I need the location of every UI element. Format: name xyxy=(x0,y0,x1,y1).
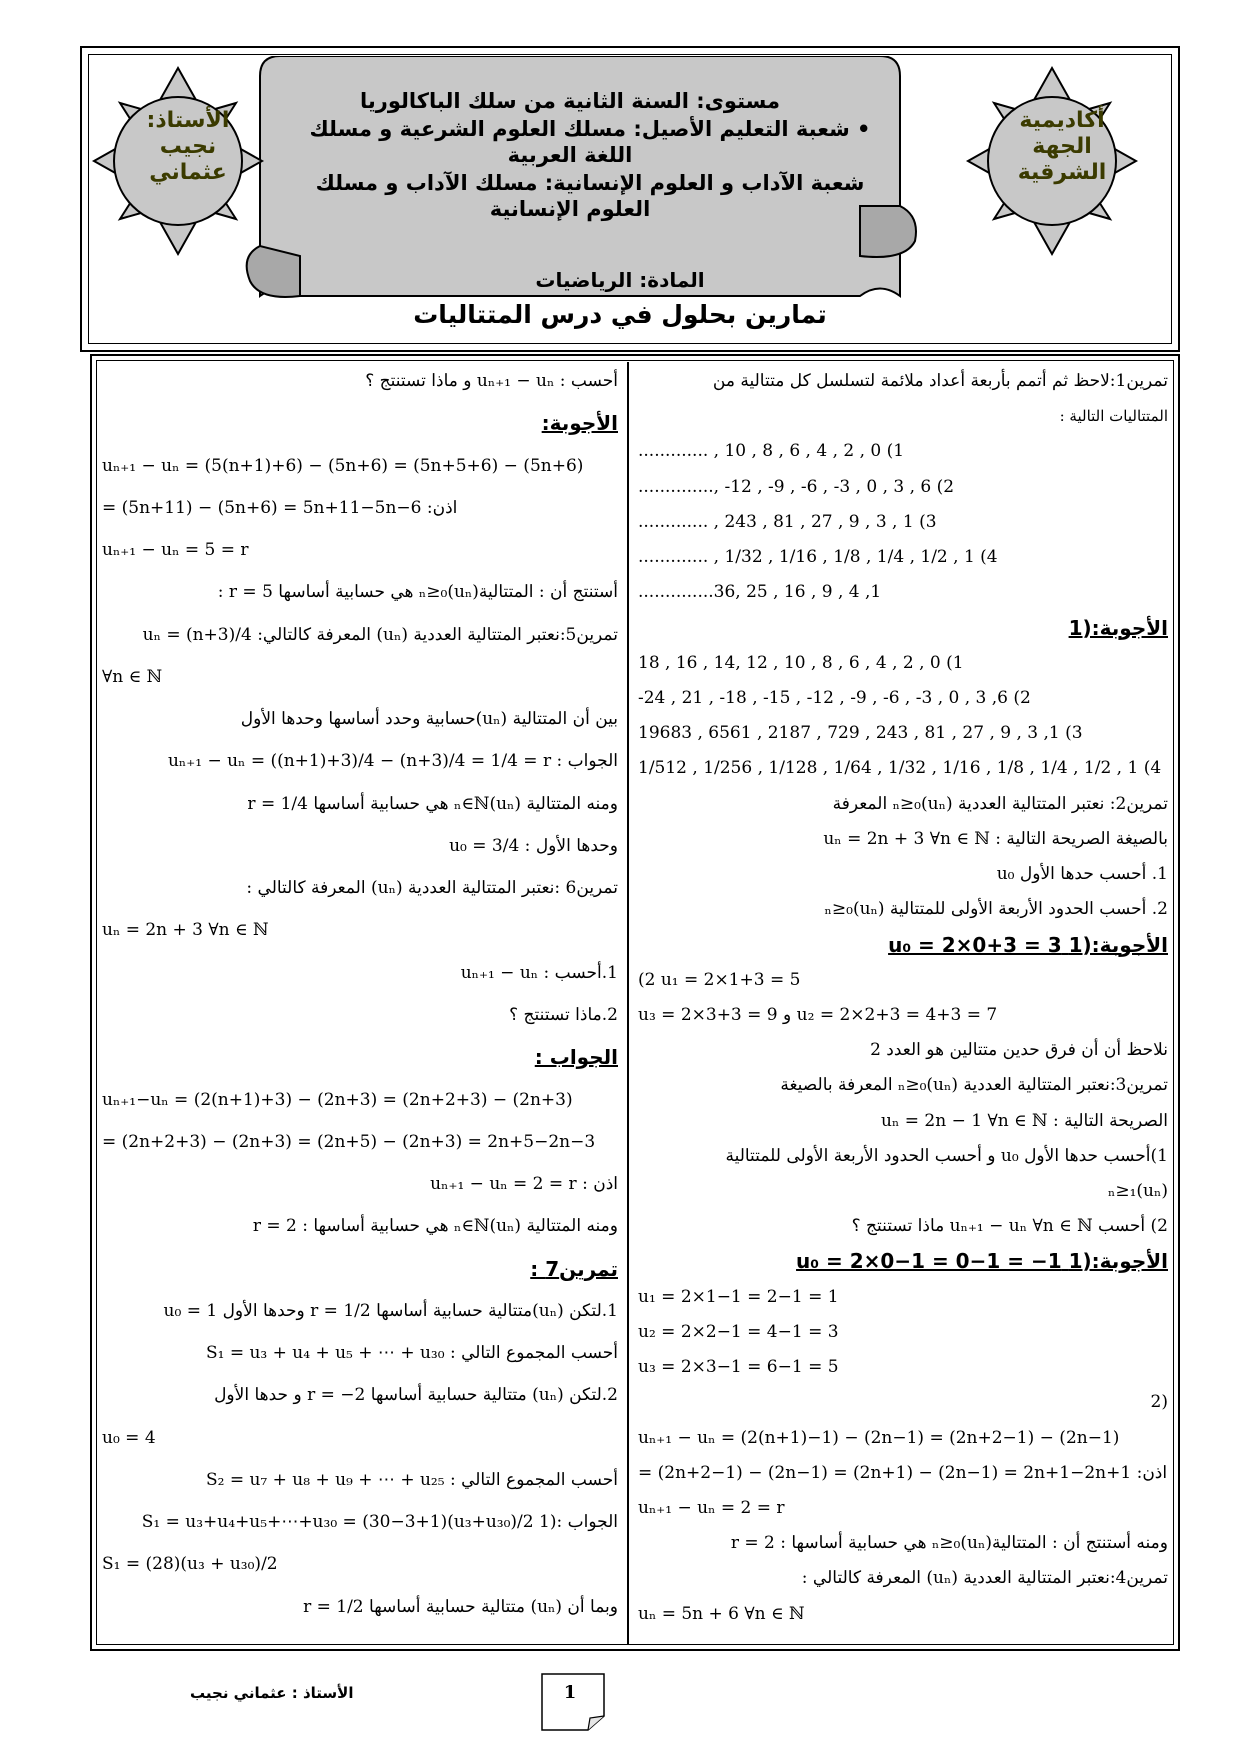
left-column-line: أحسب المجموع التالي : S₁ = u₃ + u₄ + u₅ + ⋯ + u₃₀ xyxy=(205,1343,618,1364)
left-column-line: = (5n+11) − (5n+6) = 5n+11−5n−6 :اذن xyxy=(102,497,458,518)
left-column-line: S₁ = (28)(u₃ + u₃₀)/2 xyxy=(102,1554,278,1575)
right-column-line: -24 , 21 , -18 , -15 , -12 , -9 , -6 , -3 , 0 , 3 ,6 (2 xyxy=(638,687,1031,708)
banner-stream-2: شعبة الآداب و العلوم الإنسانية: مسلك الآداب و مسلك xyxy=(315,171,865,195)
left-column-line: الجواب : xyxy=(534,1045,618,1070)
right-column-line: 1)أحسب حدها الأول u₀ و أحسب الحدود الأربعة الأولى للمتتالية xyxy=(725,1145,1168,1166)
right-column-line: ............. , 1/32 , 1/16 , 1/8 , 1/4 , 1/2 , 1 (4 xyxy=(638,547,998,568)
left-column-line: = (2n+2+3) − (2n+3) = (2n+5) − (2n+3) = 2n+5−2n−3 xyxy=(102,1131,596,1152)
right-column-line: ومنه أستنتج أن : المتتالية(uₙ)ₙ≥₀ هي حسابية أساسها : r = 2 xyxy=(730,1533,1168,1554)
teacher-badge-label: الأستاذ: نجيب عثماني xyxy=(146,108,230,185)
right-column-line: تمرين2: نعتبر المتتالية العددية (uₙ)ₙ≥₀ المعرفة xyxy=(832,793,1168,814)
right-column-line: 2. أحسب الحدود الأربعة الأولى للمتتالية (uₙ)ₙ≥₀ xyxy=(824,899,1168,920)
right-column-line: نلاحظ أن أن فرق حدين متتالين هو العدد 2 xyxy=(870,1040,1168,1061)
right-column-line: تمرين3:نعتبر المتتالية العددية (uₙ)ₙ≥₀ المعرفة بالصيغة xyxy=(780,1075,1168,1096)
left-column-line: أستنتج أن : المتتالية(uₙ)ₙ≥₀ هي حسابية أساسها r = 5 : xyxy=(217,582,618,603)
left-column-line: ∀n ∈ ℕ xyxy=(102,666,163,687)
left-column-line: وحدها الأول : u₀ = 3/4 xyxy=(449,835,618,856)
page-number: 1 xyxy=(563,1682,577,1703)
right-column-line: ..............36, 25 , 16 , 9 , 4 ,1 xyxy=(638,582,882,603)
right-column-line: u₁ = 2×1−1 = 2−1 = 1 xyxy=(638,1286,839,1307)
left-column-line: أحسب : uₙ₊₁ − uₙ و ماذا تستنتج ؟ xyxy=(365,371,618,391)
subject-label: المادة: الرياضيات xyxy=(535,268,705,292)
right-column-line: الأجوبة:(1 xyxy=(1068,615,1168,640)
column-divider xyxy=(627,362,629,1644)
right-column-line: 2) أحسب uₙ₊₁ − uₙ ∀n ∈ ℕ ماذا تستنتج ؟ xyxy=(851,1216,1168,1237)
left-column-line: 2.لتكن (uₙ) متتالية حسابية أساسها r = −2 و حدها الأول xyxy=(214,1385,618,1406)
right-column-line: uₙ = 5n + 6 ∀n ∈ ℕ xyxy=(638,1603,805,1624)
left-column-line: تمرين5:نعتبر المتتالية العددية (uₙ) المعرفة كالتالي: uₙ = (n+3)/4 xyxy=(142,624,618,645)
left-column-line: الجواب : uₙ₊₁ − uₙ = ((n+1)+3)/4 − (n+3)/4 = 1/4 = r xyxy=(167,751,618,772)
right-column-line: (2 u₁ = 2×1+3 = 5 xyxy=(638,969,801,990)
right-column-line: = (2n+2−1) − (2n−1) = (2n+1) − (2n−1) = 2n+1−2n+1 :اذن xyxy=(638,1462,1168,1483)
left-column-line: uₙ₊₁ − uₙ = (5(n+1)+6) − (5n+6) = (5n+5+6) − (5n+6) xyxy=(102,455,584,476)
left-column-line: تمرين6 :نعتبر المتتالية العددية (uₙ) المعرفة كالتالي : xyxy=(246,878,618,899)
right-column-line: تمرين4:نعتبر المتتالية العددية (uₙ) المعرفة كالتالي : xyxy=(801,1568,1168,1589)
right-column-line: ............. , 243 , 81 , 27 , 9 , 3 , 1 (3 xyxy=(638,511,937,532)
left-column-line: ومنه المتتالية (uₙ)ₙ∈ℕ هي حسابية أساسها : r = 2 xyxy=(252,1216,618,1237)
right-column-line: تمرين1:لاحظ ثم أتمم بأربعة أعداد ملائمة لتسلسل كل متتالية من xyxy=(712,371,1168,391)
left-column-line: u₀ = 4 xyxy=(102,1427,156,1448)
left-column-line: بين أن المتتالية (uₙ)حسابية وحدد أساسها وحدها الأول xyxy=(240,709,618,730)
right-column-line: u₃ = 2×3−1 = 6−1 = 5 xyxy=(638,1357,839,1378)
right-column-line: uₙ₊₁ − uₙ = 2 = r xyxy=(638,1498,785,1518)
right-column-line: 18 , 16 , 14, 12 , 10 , 8 , 6 , 4 , 2 , 0 (1 xyxy=(638,652,964,673)
left-column-line: uₙ₊₁ − uₙ = 5 = r xyxy=(102,540,249,561)
left-column-line: 1.أحسب : uₙ₊₁ − uₙ xyxy=(460,962,618,983)
banner-stream-2b: العلوم الإنسانية xyxy=(489,197,651,221)
left-column-line: وبما أن (uₙ) متتالية حسابية أساسها r = 1/2 xyxy=(303,1596,618,1617)
left-column-line: اذن : uₙ₊₁ − uₙ = 2 = r xyxy=(430,1174,618,1195)
left-column-line: ومنه المتتالية (uₙ)ₙ∈ℕ هي حسابية أساسها 1/4 = r xyxy=(247,793,618,814)
right-column-line: u₂ = 2×2−1 = 4−1 = 3 xyxy=(638,1321,839,1342)
right-column-line: 19683 , 6561 , 2187 , 729 , 243 , 81 , 27 , 9 , 3 ,1 (3 xyxy=(638,723,1083,744)
right-column-line: u₃ = 2×3+3 = 9 و u₂ = 2×2+3 = 4+3 = 7 xyxy=(638,1004,998,1025)
right-column-line: (uₙ)ₙ≥₁ xyxy=(1107,1181,1168,1202)
banner-stream-1b: اللغة العربية xyxy=(507,143,633,167)
left-column-line: تمرين7 : xyxy=(530,1256,618,1281)
left-column-line: الأجوبة: xyxy=(541,411,618,436)
right-column-line: (2 xyxy=(1150,1392,1168,1413)
right-column-line: 1/512 , 1/256 , 1/128 , 1/64 , 1/32 , 1/16 , 1/8 , 1/4 , 1/2 , 1 (4 xyxy=(638,758,1162,779)
right-column-line: .............., -12 , -9 , -6 , -3 , 0 , 3 , 6 (2 xyxy=(638,476,955,497)
right-column-line: 1. أحسب حدها الأول u₀ xyxy=(996,864,1168,885)
right-column-line: uₙ₊₁ − uₙ = (2(n+1)−1) − (2n−1) = (2n+2−1) − (2n−1) xyxy=(638,1427,1120,1448)
left-column xyxy=(100,368,620,1636)
right-column-line: المتتاليات التالية : xyxy=(1059,407,1168,426)
right-column xyxy=(636,368,1170,1636)
right-column-line: بالصيغة الصريحة التالية : uₙ = 2n + 3 ∀n ∈ ℕ xyxy=(823,828,1168,849)
right-column-line: الصريحة التالية : uₙ = 2n − 1 ∀n ∈ ℕ xyxy=(881,1110,1168,1131)
left-column-line: 2.ماذا تستنتج ؟ xyxy=(509,1004,618,1025)
right-column-line: الأجوبة:(1 u₀ = 2×0−1 = 0−1 = −1 xyxy=(796,1249,1168,1274)
left-column-line: أحسب المجموع التالي : S₂ = u₇ + u₈ + u₉ + ⋯ + u₂₅ xyxy=(205,1469,618,1490)
left-column-line: الجواب :(1 S₁ = u₃+u₄+u₅+⋯+u₃₀ = (30−3+1)(u₃+u₃₀)/2 xyxy=(141,1512,618,1533)
banner-stream-1: • شعبة التعليم الأصيل: مسلك العلوم الشرعية و مسلك xyxy=(309,117,871,141)
page-title: تمارين بحلول في درس المتتاليات xyxy=(413,300,827,329)
banner-level: مستوى: السنة الثانية من سلك الباكالوريا xyxy=(359,89,781,113)
right-column-line: الأجوبة:(1 u₀ = 2×0+3 = 3 xyxy=(888,932,1168,957)
right-column-line: ............. , 10 , 8 , 6 , 4 , 2 , 0 (1 xyxy=(638,441,905,462)
footer-teacher: الأستاذ : عثماني نجيب xyxy=(190,1684,354,1702)
left-column-line: uₙ = 2n + 3 ∀n ∈ ℕ xyxy=(102,920,269,941)
left-column-line: 1.لتكن (uₙ)متتالية حسابية أساسها r = 1/2 وحدها الأول u₀ = 1 xyxy=(163,1300,618,1321)
academy-badge-label: أكاديمية الجهة الشرقية xyxy=(1017,108,1107,185)
left-column-line: uₙ₊₁−uₙ = (2(n+1)+3) − (2n+3) = (2n+2+3) − (2n+3) xyxy=(102,1089,573,1110)
